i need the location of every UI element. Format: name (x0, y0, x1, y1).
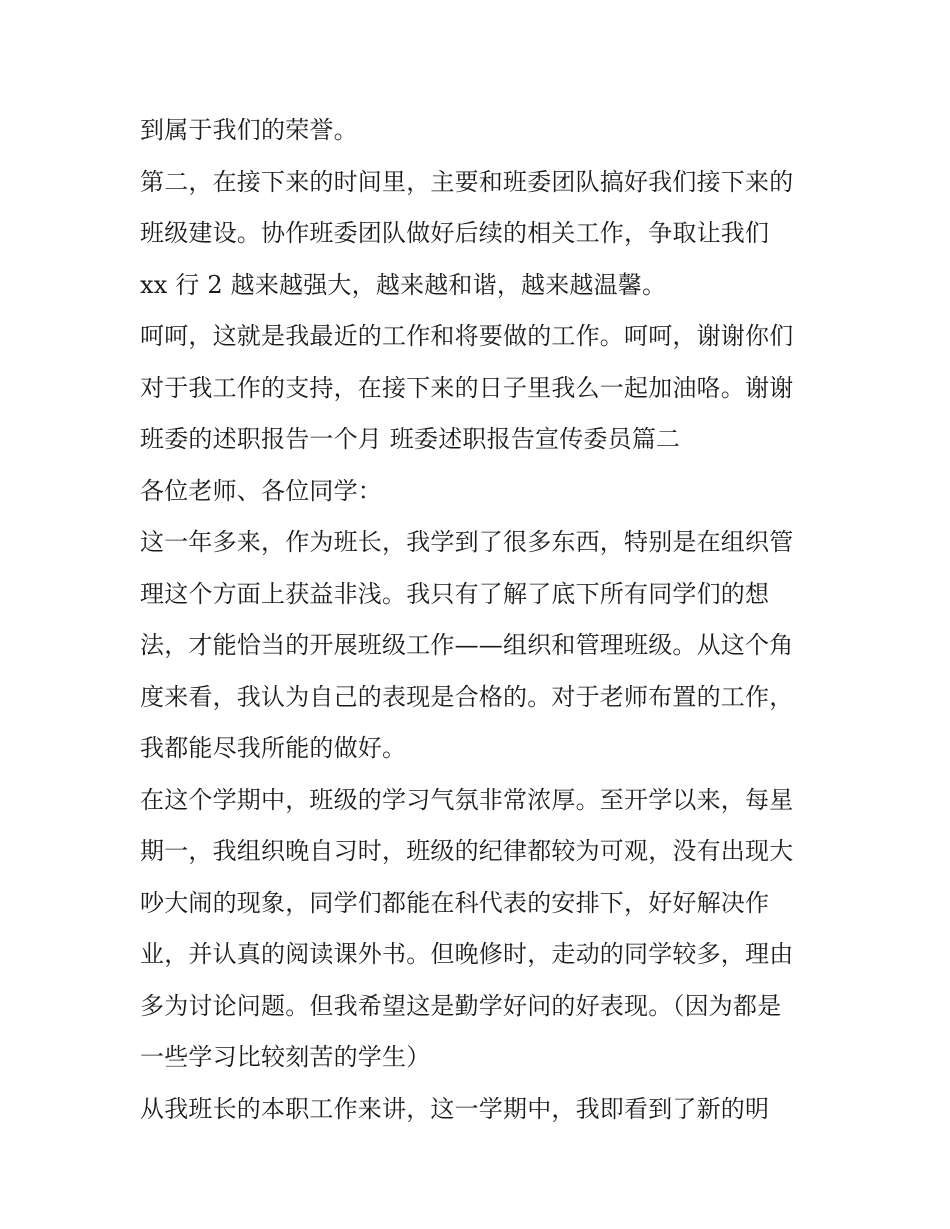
text-line: 度来看，我认为自己的表现是合格的。对于老师布置的工作， (140, 682, 794, 711)
text-line: 理这个方面上获益非浅。我只有了解了底下所有同学们的想 (140, 579, 770, 608)
salutation: 各位老师、各位同学： (140, 476, 382, 505)
text-line: 对于我工作的支持，在接下来的日子里我么一起加油咯。谢谢 (140, 373, 794, 402)
text-line: 这一年多来，作为班长，我学到了很多东西，特别是在组织管 (140, 528, 794, 556)
text-line: 呵呵，这就是我最近的工作和将要做的工作。呵呵，谢谢你们 (140, 322, 794, 350)
text-line: 第二，在接下来的时间里，主要和班委团队搞好我们接下来的 (140, 167, 794, 196)
text-line: 一些学习比较刻苦的学生） (140, 1043, 431, 1071)
section-heading: 班委的述职报告一个月 班委述职报告宣传委员篇二 (140, 425, 681, 453)
text-line: 业，并认真的阅读课外书。但晚修时，走动的同学较多，理由 (140, 940, 794, 968)
text-line: 班级建设。协作班委团队做好后续的相关工作，争取让我们 (140, 219, 770, 247)
text-line: xx 行 2 越来越强大，越来越和谐，越来越温馨。 (140, 270, 667, 299)
text-line: 期一，我组织晚自习时，班级的纪律都较为可观，没有出现大 (140, 837, 794, 865)
text-line: 我都能尽我所能的做好。 (140, 734, 407, 762)
text-line: 法，才能恰当的开展班级工作——组织和管理班级。从这个角 (140, 631, 794, 659)
text-line: 到属于我们的荣誉。 (140, 116, 358, 144)
text-line: 在这个学期中，班级的学习气氛非常浓厚。至开学以来，每星 (140, 785, 794, 814)
text-line: 多为讨论问题。但我希望这是勤学好问的好表现。（因为都是 (140, 991, 782, 1020)
text-line: 从我班长的本职工作来讲，这一学期中，我即看到了新的明 (140, 1094, 770, 1123)
document-body (140, 105, 820, 1135)
text-line: 吵大闹的现象，同学们都能在科代表的安排下，好好解决作 (140, 888, 770, 917)
